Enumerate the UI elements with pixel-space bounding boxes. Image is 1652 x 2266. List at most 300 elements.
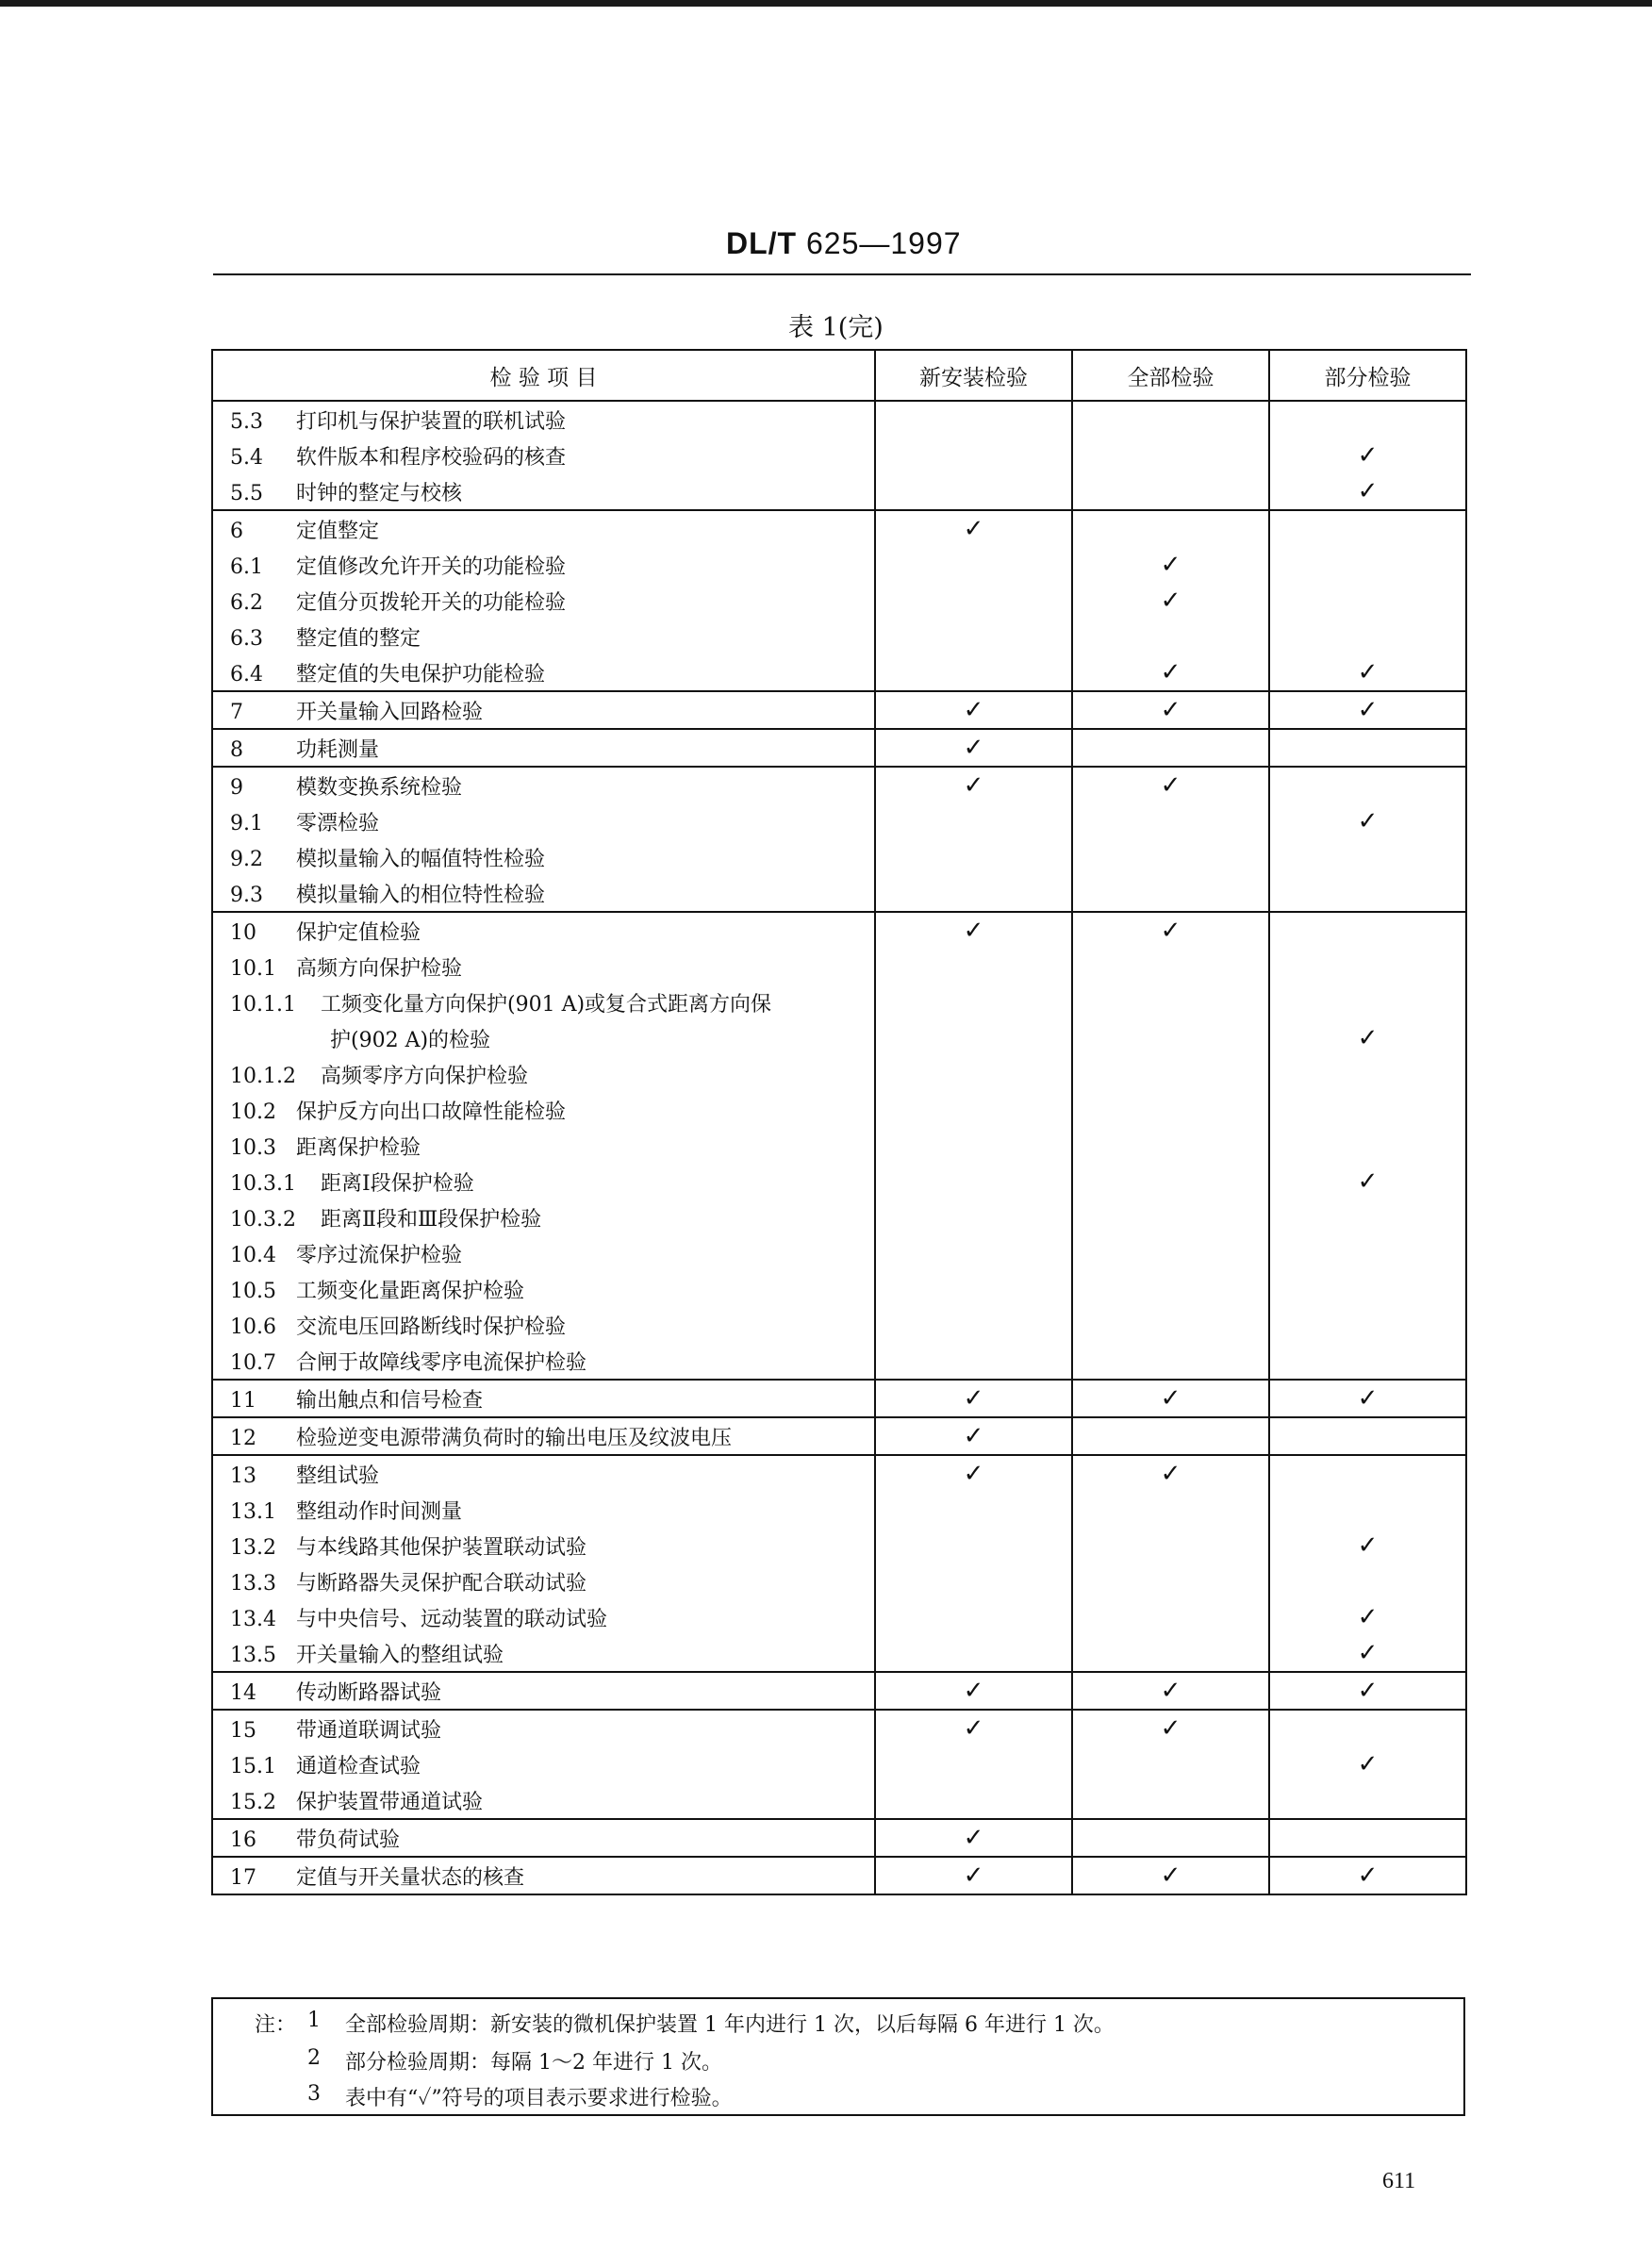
table-row: [212, 583, 1466, 619]
check-cell-new-install: [875, 1271, 1072, 1307]
item-label: 定值分页拨轮开关的功能检验: [296, 590, 567, 615]
item-cell: [212, 1307, 875, 1343]
notes-box: [211, 1997, 1465, 2116]
check-cell-new-install: [875, 1199, 1072, 1235]
item-label: 检验逆变电源带满负荷时的输出电压及纹波电压: [296, 1426, 733, 1450]
check-cell-full: [1072, 1492, 1269, 1528]
item-number: 15.2: [230, 1790, 276, 1814]
table-row: [212, 912, 1466, 949]
inspection-table: [211, 349, 1467, 1895]
check-cell-full: ✓: [1072, 912, 1269, 949]
document-header: [726, 226, 962, 261]
item-number: 6.3: [230, 626, 263, 651]
table-row: [212, 1380, 1466, 1417]
table-row: [212, 1528, 1466, 1563]
item-cell: [212, 691, 875, 729]
item-number: 9.1: [230, 811, 263, 835]
check-cell-new-install: [875, 1563, 1072, 1599]
item-cell: [212, 619, 875, 654]
item-label: 工频变化量方向保护(901 A)或复合式距离方向保: [321, 992, 772, 1017]
item-number: 13.5: [230, 1643, 276, 1667]
table-row: [212, 1307, 1466, 1343]
check-cell-new-install: ✓: [875, 1710, 1072, 1746]
note-text: 全部检验周期：新安装的微机保护装置 1 年内进行 1 次，以后每隔 6 年进行 1 次。: [345, 2013, 1115, 2037]
check-cell-full: ✓: [1072, 767, 1269, 803]
item-cell: [212, 1271, 875, 1307]
check-cell-new-install: ✓: [875, 510, 1072, 547]
check-cell-partial: ✓: [1269, 1599, 1466, 1635]
table-row: [212, 1199, 1466, 1235]
item-cell: [212, 1128, 875, 1164]
check-cell-full: ✓: [1072, 1672, 1269, 1710]
table-row: [212, 1857, 1466, 1894]
item-cell: [212, 1857, 875, 1894]
item-cell: [212, 438, 875, 473]
col-header-full: 全部检验: [1072, 350, 1269, 401]
check-cell-partial: [1269, 619, 1466, 654]
item-number: 15.1: [230, 1754, 276, 1778]
note-number: 1: [307, 2009, 321, 2032]
item-cell: [212, 547, 875, 583]
item-cell: [212, 1672, 875, 1710]
item-label: 交流电压回路断线时保护检验: [296, 1315, 567, 1339]
item-cell: [212, 803, 875, 839]
table-row: [212, 984, 1466, 1020]
item-cell: [212, 1782, 875, 1819]
item-label: 通道检查试验: [296, 1754, 421, 1778]
check-cell-new-install: [875, 1746, 1072, 1782]
item-label: 零漂检验: [296, 811, 380, 835]
item-cell: [212, 1819, 875, 1857]
check-cell-new-install: ✓: [875, 1455, 1072, 1492]
table-row: [212, 1492, 1466, 1528]
table-row: [212, 1635, 1466, 1672]
table-row: [212, 654, 1466, 691]
item-cell: [212, 401, 875, 438]
check-cell-partial: ✓: [1269, 1164, 1466, 1199]
item-number: 10.6: [230, 1315, 276, 1339]
check-cell-partial: ✓: [1269, 803, 1466, 839]
check-cell-partial: [1269, 583, 1466, 619]
check-cell-full: ✓: [1072, 1455, 1269, 1492]
table-row: [212, 691, 1466, 729]
item-label: 整定值的失电保护功能检验: [296, 662, 546, 686]
item-number: 6.1: [230, 554, 263, 579]
check-cell-full: [1072, 1271, 1269, 1307]
item-number: 15: [230, 1718, 256, 1743]
item-number: 10.2: [230, 1100, 276, 1124]
item-number: 10.3.2: [230, 1207, 296, 1232]
table-caption: 表 1(完): [788, 313, 884, 342]
item-cell: [212, 1599, 875, 1635]
item-label: 时钟的整定与校核: [296, 481, 463, 505]
check-cell-full: [1072, 984, 1269, 1020]
table-row: [212, 803, 1466, 839]
item-label: 距离Ⅱ段和Ⅲ段保护检验: [321, 1207, 542, 1232]
table-row: [212, 1164, 1466, 1199]
check-cell-full: [1072, 619, 1269, 654]
check-cell-partial: ✓: [1269, 1746, 1466, 1782]
table-row: [212, 1455, 1466, 1492]
check-cell-partial: [1269, 1128, 1466, 1164]
table-row: [212, 1710, 1466, 1746]
item-label: 整组试验: [296, 1464, 380, 1488]
table-row: [212, 1056, 1466, 1092]
col-header-partial: 部分检验: [1269, 350, 1466, 401]
check-cell-partial: [1269, 1199, 1466, 1235]
check-cell-partial: [1269, 1235, 1466, 1271]
check-cell-new-install: [875, 1164, 1072, 1199]
item-cell: [212, 984, 875, 1020]
item-label: 输出触点和信号检查: [296, 1388, 484, 1413]
item-number: 10.1: [230, 956, 276, 981]
check-cell-new-install: [875, 1235, 1072, 1271]
table-row: [212, 473, 1466, 510]
check-cell-full: [1072, 1417, 1269, 1455]
item-label: 合闸于故障线零序电流保护检验: [296, 1350, 587, 1375]
item-label: 定值与开关量状态的核查: [296, 1865, 525, 1890]
check-cell-full: [1072, 1307, 1269, 1343]
item-number: 9.2: [230, 847, 263, 871]
item-label: 带通道联调试验: [296, 1718, 442, 1743]
item-number: 13.2: [230, 1535, 276, 1560]
item-label: 与本线路其他保护装置联动试验: [296, 1535, 587, 1560]
item-label: 功耗测量: [296, 737, 380, 762]
check-cell-full: [1072, 1599, 1269, 1635]
item-number: 13.3: [230, 1571, 276, 1596]
check-cell-full: ✓: [1072, 1380, 1269, 1417]
check-cell-new-install: [875, 1020, 1072, 1056]
item-cell: [212, 1092, 875, 1128]
item-label: 传动断路器试验: [296, 1680, 442, 1705]
item-cell: [212, 912, 875, 949]
item-cell: [212, 1528, 875, 1563]
check-cell-partial: [1269, 875, 1466, 912]
check-cell-new-install: [875, 949, 1072, 984]
item-cell: [212, 1417, 875, 1455]
check-cell-partial: ✓: [1269, 1020, 1466, 1056]
check-cell-new-install: [875, 984, 1072, 1020]
check-cell-new-install: ✓: [875, 1857, 1072, 1894]
check-cell-full: [1072, 1164, 1269, 1199]
check-cell-full: [1072, 1020, 1269, 1056]
check-cell-partial: [1269, 949, 1466, 984]
check-cell-new-install: [875, 654, 1072, 691]
check-cell-new-install: [875, 1635, 1072, 1672]
check-cell-partial: [1269, 510, 1466, 547]
check-cell-new-install: [875, 547, 1072, 583]
item-label: 整组动作时间测量: [296, 1499, 463, 1524]
item-label: 保护反方向出口故障性能检验: [296, 1100, 567, 1124]
check-cell-full: [1072, 473, 1269, 510]
check-cell-partial: [1269, 1563, 1466, 1599]
item-number: 17: [230, 1865, 256, 1890]
check-cell-full: [1072, 839, 1269, 875]
check-cell-partial: [1269, 401, 1466, 438]
notes-prefix: 注：: [255, 2013, 297, 2037]
check-cell-partial: ✓: [1269, 691, 1466, 729]
item-cell: [212, 510, 875, 547]
item-number: 6: [230, 519, 243, 543]
check-cell-partial: [1269, 1417, 1466, 1455]
check-cell-new-install: ✓: [875, 1672, 1072, 1710]
check-cell-new-install: [875, 1092, 1072, 1128]
check-cell-full: [1072, 438, 1269, 473]
item-label: 模拟量输入的相位特性检验: [296, 883, 546, 907]
check-cell-full: [1072, 1746, 1269, 1782]
check-cell-full: [1072, 510, 1269, 547]
item-number: 10.1.2: [230, 1064, 296, 1088]
table-row: [212, 401, 1466, 438]
check-cell-full: ✓: [1072, 654, 1269, 691]
check-cell-partial: ✓: [1269, 1380, 1466, 1417]
item-number: 6.4: [230, 662, 263, 686]
table-body: [212, 401, 1466, 1894]
item-label: 定值整定: [296, 519, 380, 543]
item-cell: [212, 1710, 875, 1746]
item-number: 13.4: [230, 1607, 276, 1631]
table-row: [212, 767, 1466, 803]
check-cell-full: [1072, 1635, 1269, 1672]
check-cell-full: ✓: [1072, 1857, 1269, 1894]
item-cell: [212, 1235, 875, 1271]
item-cell: [212, 1635, 875, 1672]
check-cell-full: [1072, 875, 1269, 912]
item-cell: [212, 729, 875, 767]
item-cell: [212, 1020, 875, 1056]
check-cell-full: ✓: [1072, 1710, 1269, 1746]
note-number: 3: [307, 2082, 321, 2106]
table-row: [212, 1092, 1466, 1128]
check-cell-full: [1072, 401, 1269, 438]
item-number: 16: [230, 1828, 256, 1852]
check-cell-partial: ✓: [1269, 1857, 1466, 1894]
check-cell-new-install: ✓: [875, 1380, 1072, 1417]
item-number: 10.7: [230, 1350, 276, 1375]
table-row: [212, 1672, 1466, 1710]
table-row: [212, 547, 1466, 583]
note-number: 2: [307, 2046, 321, 2070]
check-cell-partial: [1269, 839, 1466, 875]
check-cell-partial: ✓: [1269, 473, 1466, 510]
check-cell-full: [1072, 1092, 1269, 1128]
check-cell-partial: [1269, 1271, 1466, 1307]
check-cell-full: [1072, 1343, 1269, 1380]
page-number: 611: [1382, 2169, 1416, 2193]
table-row: [212, 1782, 1466, 1819]
check-cell-full: [1072, 949, 1269, 984]
item-number: 5.4: [230, 445, 263, 470]
item-number: 10.5: [230, 1279, 276, 1303]
table-row: [212, 729, 1466, 767]
table-row: [212, 1819, 1466, 1857]
check-cell-partial: [1269, 1307, 1466, 1343]
item-label: 高频零序方向保护检验: [321, 1064, 529, 1088]
check-cell-partial: [1269, 767, 1466, 803]
table-row: [212, 1235, 1466, 1271]
table-row: [212, 438, 1466, 473]
check-cell-partial: [1269, 1455, 1466, 1492]
col-header-item: 检 验 项 目: [212, 350, 875, 401]
item-cell: [212, 839, 875, 875]
check-cell-full: [1072, 1056, 1269, 1092]
item-number: 9: [230, 775, 243, 800]
check-cell-new-install: [875, 803, 1072, 839]
check-cell-full: [1072, 1528, 1269, 1563]
check-cell-partial: [1269, 547, 1466, 583]
item-cell: [212, 767, 875, 803]
item-number: 8: [230, 737, 243, 762]
check-cell-new-install: ✓: [875, 691, 1072, 729]
check-cell-partial: [1269, 1092, 1466, 1128]
item-number: 14: [230, 1680, 256, 1705]
item-cell: [212, 1746, 875, 1782]
check-cell-new-install: [875, 1128, 1072, 1164]
check-cell-partial: [1269, 729, 1466, 767]
table-row: [212, 1271, 1466, 1307]
table-row: [212, 1563, 1466, 1599]
item-label: 护(902 A)的检验: [330, 1028, 491, 1052]
check-cell-full: [1072, 1235, 1269, 1271]
item-cell: [212, 1492, 875, 1528]
note-text: 部分检验周期：每隔 1～2 年进行 1 次。: [345, 2051, 722, 2075]
item-number: 7: [230, 700, 243, 724]
check-cell-new-install: [875, 473, 1072, 510]
table-row: [212, 1417, 1466, 1455]
check-cell-partial: [1269, 1343, 1466, 1380]
check-cell-new-install: [875, 1343, 1072, 1380]
item-cell: [212, 949, 875, 984]
item-number: 10.4: [230, 1243, 276, 1267]
standard-number: 625—1997: [805, 226, 962, 260]
check-cell-new-install: [875, 401, 1072, 438]
item-label: 模拟量输入的幅值特性检验: [296, 847, 546, 871]
check-cell-full: [1072, 1782, 1269, 1819]
check-cell-new-install: [875, 1492, 1072, 1528]
item-number: 10.3.1: [230, 1171, 296, 1196]
item-cell: [212, 1164, 875, 1199]
item-number: 5.5: [230, 481, 263, 505]
item-cell: [212, 1455, 875, 1492]
item-number: 13: [230, 1464, 256, 1488]
check-cell-new-install: [875, 1599, 1072, 1635]
table-row: [212, 1128, 1466, 1164]
check-cell-full: [1072, 1563, 1269, 1599]
check-cell-partial: ✓: [1269, 438, 1466, 473]
check-cell-new-install: [875, 1307, 1072, 1343]
header-row: [212, 350, 1466, 401]
check-cell-new-install: [875, 839, 1072, 875]
item-label: 与中央信号、远动装置的联动试验: [296, 1607, 608, 1631]
check-cell-full: [1072, 1199, 1269, 1235]
check-cell-new-install: ✓: [875, 1417, 1072, 1455]
item-cell: [212, 1563, 875, 1599]
item-number: 5.3: [230, 409, 263, 434]
check-cell-partial: [1269, 1056, 1466, 1092]
item-number: 9.3: [230, 883, 263, 907]
check-cell-full: ✓: [1072, 547, 1269, 583]
check-cell-new-install: [875, 438, 1072, 473]
check-cell-full: [1072, 803, 1269, 839]
check-cell-new-install: ✓: [875, 729, 1072, 767]
item-label: 保护装置带通道试验: [296, 1790, 484, 1814]
item-label: 零序过流保护检验: [296, 1243, 463, 1267]
item-label: 开关量输入回路检验: [296, 700, 484, 724]
item-label: 距离保护检验: [296, 1135, 421, 1160]
check-cell-full: ✓: [1072, 583, 1269, 619]
check-cell-partial: [1269, 984, 1466, 1020]
top-rule: [0, 0, 1652, 7]
item-number: 10: [230, 920, 256, 945]
check-cell-new-install: ✓: [875, 1819, 1072, 1857]
item-number: 10.3: [230, 1135, 276, 1160]
table-row: [212, 1599, 1466, 1635]
check-cell-new-install: [875, 1782, 1072, 1819]
item-number: 12: [230, 1426, 256, 1450]
table-row: [212, 875, 1466, 912]
item-cell: [212, 1056, 875, 1092]
item-number: 13.1: [230, 1499, 276, 1524]
item-label: 开关量输入的整组试验: [296, 1643, 504, 1667]
check-cell-partial: ✓: [1269, 654, 1466, 691]
item-cell: [212, 654, 875, 691]
item-cell: [212, 875, 875, 912]
col-header-new-install: 新安装检验: [875, 350, 1072, 401]
table-row: [212, 1746, 1466, 1782]
item-number: 11: [230, 1388, 256, 1413]
check-cell-new-install: [875, 1056, 1072, 1092]
check-cell-partial: [1269, 1492, 1466, 1528]
item-label: 带负荷试验: [296, 1828, 401, 1852]
item-cell: [212, 1199, 875, 1235]
item-label: 整定值的整定: [296, 626, 421, 651]
check-cell-partial: ✓: [1269, 1528, 1466, 1563]
table-row: [212, 1343, 1466, 1380]
item-label: 软件版本和程序校验码的核查: [296, 445, 567, 470]
item-label: 距离Ⅰ段保护检验: [321, 1171, 474, 1196]
check-cell-new-install: [875, 583, 1072, 619]
check-cell-partial: [1269, 1710, 1466, 1746]
check-cell-new-install: [875, 619, 1072, 654]
check-cell-full: [1072, 1128, 1269, 1164]
table-row: [212, 949, 1466, 984]
check-cell-partial: [1269, 1819, 1466, 1857]
item-label: 模数变换系统检验: [296, 775, 463, 800]
check-cell-new-install: [875, 1528, 1072, 1563]
table-row: [212, 619, 1466, 654]
table-row: [212, 839, 1466, 875]
check-cell-new-install: ✓: [875, 912, 1072, 949]
item-number: 6.2: [230, 590, 263, 615]
item-label: 高频方向保护检验: [296, 956, 463, 981]
item-label: 保护定值检验: [296, 920, 421, 945]
note-text: 表中有“✓”符号的项目表示要求进行检验。: [345, 2087, 733, 2110]
item-cell: [212, 473, 875, 510]
header-rule: [213, 273, 1471, 275]
item-label: 与断路器失灵保护配合联动试验: [296, 1571, 587, 1596]
item-label: 定值修改允许开关的功能检验: [296, 554, 567, 579]
item-label: 工频变化量距离保护检验: [296, 1279, 525, 1303]
check-cell-full: ✓: [1072, 691, 1269, 729]
check-cell-full: [1072, 729, 1269, 767]
item-cell: [212, 1380, 875, 1417]
item-label: 打印机与保护装置的联机试验: [296, 409, 567, 434]
table-row: [212, 510, 1466, 547]
check-cell-full: [1072, 1819, 1269, 1857]
check-cell-partial: [1269, 1782, 1466, 1819]
standard-code: DL/T: [726, 226, 798, 260]
item-cell: [212, 583, 875, 619]
